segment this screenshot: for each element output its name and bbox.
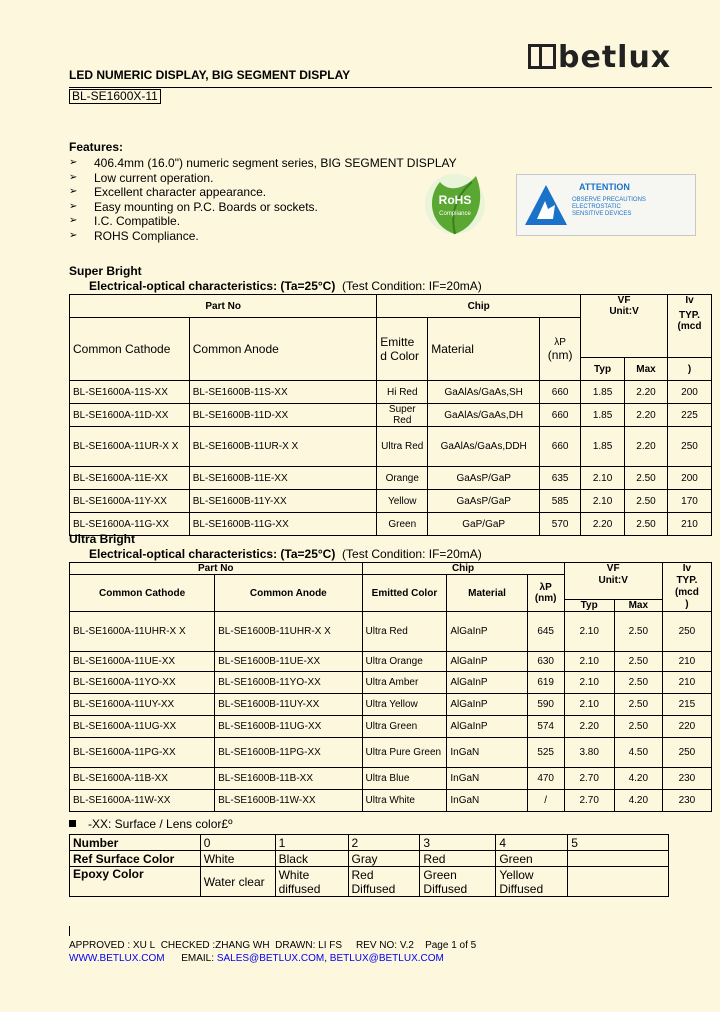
table-cell: Ultra Orange [362, 652, 447, 672]
th-vf: VF Unit:V [564, 563, 662, 600]
table-cell: BL-SE1600B-11UR-X X [189, 427, 377, 467]
th-emitted-color: Emitted Color [362, 575, 447, 612]
table-cell: 525 [527, 738, 564, 768]
table-row [70, 790, 712, 812]
table-row [70, 768, 712, 790]
table-cell: 2.50 [614, 716, 662, 738]
table-cell: 2.10 [564, 694, 614, 716]
table-cell: 2.70 [564, 790, 614, 812]
table-cell: 250 [662, 738, 711, 768]
table-cell: 2.10 [581, 490, 625, 513]
th-common-anode: Common Anode [215, 575, 362, 612]
table-cell: 2 [348, 835, 420, 851]
table-cell: 2.10 [581, 467, 625, 490]
table-row [70, 467, 712, 490]
super-bright-table [69, 294, 712, 536]
table-cell: BL-SE1600A-11B-XX [70, 768, 215, 790]
table-cell: GaP/GaP [428, 513, 540, 536]
table-cell: BL-SE1600B-11D-XX [189, 404, 377, 427]
table-cell: BL-SE1600A-11UR-X X [70, 427, 190, 467]
table-cell: BL-SE1600A-11UY-XX [70, 694, 215, 716]
table-cell: 2.20 [581, 513, 625, 536]
th-vf: VF Unit:V [581, 295, 668, 358]
th-lambda-p: λP (nm) [527, 575, 564, 612]
table-cell: AlGaInP [447, 652, 527, 672]
feature-item: ➢ Low current operation. [69, 171, 457, 186]
table-cell: 2.70 [564, 768, 614, 790]
table-cell: Green [496, 851, 568, 867]
table-cell: 660 [540, 381, 581, 404]
table-cell: 590 [527, 694, 564, 716]
table-cell: 4.20 [614, 768, 662, 790]
table-cell: 2.20 [625, 381, 668, 404]
table-cell: Yellow Diffused [496, 867, 568, 897]
table-cell: Epoxy Color [70, 867, 201, 897]
table-cell: Ultra Red [362, 612, 447, 652]
table-cell: 3.80 [564, 738, 614, 768]
rohs-leaf-icon [420, 168, 490, 238]
table-cell: GaAlAs/GaAs,SH [428, 381, 540, 404]
table-cell: BL-SE1600A-11W-XX [70, 790, 215, 812]
table-cell: Super Red [377, 404, 428, 427]
super-condition: Electrical-optical characteristics: (Ta=25°C) (Test Condition: IF=20mA) [89, 279, 482, 293]
table-cell: BL-SE1600B-11Y-XX [189, 490, 377, 513]
table-row [70, 867, 669, 897]
table-row [70, 672, 712, 694]
header-divider [69, 87, 712, 88]
table-cell: 220 [662, 716, 711, 738]
table-cell: BL-SE1600A-11Y-XX [70, 490, 190, 513]
table-cell: BL-SE1600B-11S-XX [189, 381, 377, 404]
table-row [70, 404, 712, 427]
table-row [70, 490, 712, 513]
lens-color-table [69, 834, 669, 897]
table-cell: 4.50 [614, 738, 662, 768]
table-cell: 200 [667, 381, 711, 404]
table-cell: 250 [667, 427, 711, 467]
th-typ: Typ [564, 600, 614, 612]
table-cell: AlGaInP [447, 612, 527, 652]
table-cell: / [527, 790, 564, 812]
th-iv: Iv TYP.(mcd [667, 295, 711, 358]
table-row [70, 381, 712, 404]
th-material: Material [447, 575, 527, 612]
table-cell: White diffused [275, 867, 348, 897]
table-cell: 2.50 [614, 672, 662, 694]
table-cell: BL-SE1600B-11UY-XX [215, 694, 362, 716]
table-cell: 2.50 [614, 694, 662, 716]
table-cell: Ultra White [362, 790, 447, 812]
table-cell: Number [70, 835, 201, 851]
table-cell: BL-SE1600B-11G-XX [189, 513, 377, 536]
table-cell: 585 [540, 490, 581, 513]
table-cell: InGaN [447, 790, 527, 812]
table-cell: 4.20 [614, 790, 662, 812]
table-cell: 2.50 [625, 467, 668, 490]
table-cell: Red Diffused [348, 867, 420, 897]
table-cell: 2.10 [564, 652, 614, 672]
th-lambda-p: λP (nm) [540, 318, 581, 381]
table-row [70, 694, 712, 716]
table-cell: Ultra Blue [362, 768, 447, 790]
website-link[interactable]: WWW.BETLUX.COM [69, 953, 165, 964]
table-cell: Red [420, 851, 496, 867]
table-cell: 210 [662, 672, 711, 694]
table-cell: 210 [662, 652, 711, 672]
table-cell: BL-SE1600A-11E-XX [70, 467, 190, 490]
table-cell: BL-SE1600A-11UG-XX [70, 716, 215, 738]
table-cell: BL-SE1600A-11YO-XX [70, 672, 215, 694]
esd-warning-icon [523, 183, 569, 227]
table-cell: Green [377, 513, 428, 536]
table-cell: GaAlAs/GaAs,DDH [428, 427, 540, 467]
sales-email-link[interactable]: SALES@BETLUX.COM [216, 953, 325, 964]
table-row [70, 427, 712, 467]
footer-marker [69, 926, 70, 936]
table-cell: BL-SE1600A-11S-XX [70, 381, 190, 404]
table-cell: 170 [667, 490, 711, 513]
table-cell: BL-SE1600A-11PG-XX [70, 738, 215, 768]
table-row [70, 835, 669, 851]
table-cell: 1 [275, 835, 348, 851]
logo-mark-icon [528, 44, 556, 69]
th-part-no: Part No [70, 295, 377, 318]
table-cell: Ref Surface Color [70, 851, 201, 867]
betlux-logo [528, 40, 671, 75]
table-cell: 4 [496, 835, 568, 851]
table-cell: BL-SE1600A-11D-XX [70, 404, 190, 427]
th-emitted-color: Emitte d Color [377, 318, 428, 381]
lens-color-heading: -XX: Surface / Lens color£º [69, 817, 232, 831]
table-cell: 570 [540, 513, 581, 536]
table-row [70, 851, 669, 867]
super-bright-heading: Super Bright [69, 264, 142, 278]
table-cell: White [200, 851, 275, 867]
attention-title: ATTENTION [579, 182, 630, 192]
th-max: Max [625, 358, 668, 381]
table-cell: 645 [527, 612, 564, 652]
table-cell: AlGaInP [447, 694, 527, 716]
table-row [70, 652, 712, 672]
table-cell: 5 [568, 835, 669, 851]
table-cell: AlGaInP [447, 672, 527, 694]
table-cell: 2.50 [614, 652, 662, 672]
attention-text: OBSERVE PRECAUTIONS ELECTROSTATIC SENSITIVE DEVICES [572, 197, 646, 217]
th-typ: Typ [581, 358, 625, 381]
feature-item: ➢ I.C. Compatible. [69, 214, 457, 229]
th-max: Max [614, 600, 662, 612]
table-cell: BL-SE1600B-11E-XX [189, 467, 377, 490]
table-cell: Black [275, 851, 348, 867]
table-cell: Ultra Pure Green [362, 738, 447, 768]
table-cell: 3 [420, 835, 496, 851]
th-common-cathode: Common Cathode [70, 575, 215, 612]
table-cell: GaAsP/GaP [428, 490, 540, 513]
table-cell: Green Diffused [420, 867, 496, 897]
table-cell: 250 [662, 612, 711, 652]
table-cell: Orange [377, 467, 428, 490]
table-row [70, 738, 712, 768]
rohs-logo [420, 168, 490, 238]
table-cell: 230 [662, 790, 711, 812]
table-cell [568, 867, 669, 897]
th-material: Material [428, 318, 540, 381]
table-cell: 2.50 [625, 513, 668, 536]
table-cell: 2.10 [564, 672, 614, 694]
ultra-bright-table [69, 562, 712, 812]
table-cell: 660 [540, 427, 581, 467]
table-cell: BL-SE1600A-11UE-XX [70, 652, 215, 672]
table-cell: 2.50 [625, 490, 668, 513]
th-iv: Iv TYP.(mcd ) [662, 563, 711, 612]
table-cell: BL-SE1600B-11YO-XX [215, 672, 362, 694]
table-cell: Hi Red [377, 381, 428, 404]
table-cell: Water clear [200, 867, 275, 897]
table-cell: 660 [540, 404, 581, 427]
table-cell: Ultra Yellow [362, 694, 447, 716]
table-cell: GaAlAs/GaAs,DH [428, 404, 540, 427]
table-cell: 574 [527, 716, 564, 738]
esd-attention-box [516, 174, 696, 236]
table-cell: GaAsP/GaP [428, 467, 540, 490]
table-cell: 1.85 [581, 381, 625, 404]
table-cell: 215 [662, 694, 711, 716]
table-cell: 619 [527, 672, 564, 694]
table-cell: 2.10 [564, 612, 614, 652]
table-cell: 2.20 [625, 427, 668, 467]
table-row [70, 612, 712, 652]
table-cell: 1.85 [581, 404, 625, 427]
th-common-anode: Common Anode [189, 318, 377, 381]
table-cell: 1.85 [581, 427, 625, 467]
feature-item: ➢ 406.4mm (16.0") numeric segment series, BIG SEGMENT DISPLAY [69, 156, 457, 171]
table-cell: 635 [540, 467, 581, 490]
table-cell: Ultra Red [377, 427, 428, 467]
th-paren: ) [667, 358, 711, 381]
feature-item: ➢ ROHS Compliance. [69, 229, 457, 244]
table-cell: BL-SE1600B-11B-XX [215, 768, 362, 790]
logo-text: betlux [558, 40, 672, 75]
th-part-no: Part No [70, 563, 363, 575]
table-cell: AlGaInP [447, 716, 527, 738]
part-number-box: BL-SE1600X-11 [69, 89, 161, 104]
table-cell: BL-SE1600A-11G-XX [70, 513, 190, 536]
features-heading: Features: [69, 140, 124, 154]
feature-item: ➢ Easy mounting on P.C. Boards or sockets. [69, 200, 457, 215]
ultra-bright-heading: Ultra Bright [69, 532, 135, 546]
table-cell: BL-SE1600B-11PG-XX [215, 738, 362, 768]
table-cell: 470 [527, 768, 564, 790]
table-cell: 200 [667, 467, 711, 490]
table-cell: 2.20 [564, 716, 614, 738]
table-cell: 210 [667, 513, 711, 536]
table-cell: Ultra Amber [362, 672, 447, 694]
rohs-text: RoHS [438, 193, 472, 207]
table-cell: Gray [348, 851, 420, 867]
table-cell: 2.50 [614, 612, 662, 652]
table-row [70, 513, 712, 536]
document-title: LED NUMERIC DISPLAY, BIG SEGMENT DISPLAY [69, 68, 351, 82]
footer-contacts: WWW.BETLUX.COM EMAIL: SALES@BETLUX.COM, BETLUX@BETLUX.COM [69, 953, 444, 964]
th-chip: Chip [377, 295, 581, 318]
square-bullet-icon [69, 820, 76, 827]
table-cell: 230 [662, 768, 711, 790]
table-cell: 0 [200, 835, 275, 851]
betlux-email-link[interactable]: BETLUX@BETLUX.COM [329, 953, 444, 964]
table-cell: 2.20 [625, 404, 668, 427]
table-cell: InGaN [447, 738, 527, 768]
table-cell: BL-SE1600B-11UG-XX [215, 716, 362, 738]
table-cell: 630 [527, 652, 564, 672]
table-cell: BL-SE1600B-11UE-XX [215, 652, 362, 672]
features-list [69, 156, 457, 244]
th-chip: Chip [362, 563, 564, 575]
rohs-compliance-text: Compliance [439, 211, 471, 217]
footer-approval: APPROVED : XU L CHECKED :ZHANG WH DRAWN: LI FS REV NO: V.2 Page 1 of 5 [69, 940, 477, 951]
table-row [70, 716, 712, 738]
table-cell: InGaN [447, 768, 527, 790]
table-cell: BL-SE1600B-11UHR-X X [215, 612, 362, 652]
table-cell: BL-SE1600B-11W-XX [215, 790, 362, 812]
table-cell: Yellow [377, 490, 428, 513]
table-cell: Ultra Green [362, 716, 447, 738]
table-cell: BL-SE1600A-11UHR-X X [70, 612, 215, 652]
ultra-condition: Electrical-optical characteristics: (Ta=25°C) (Test Condition: IF=20mA) [89, 547, 482, 561]
feature-item: ➢ Excellent character appearance. [69, 185, 457, 200]
table-cell: 225 [667, 404, 711, 427]
table-cell [568, 851, 669, 867]
th-common-cathode: Common Cathode [70, 318, 190, 381]
